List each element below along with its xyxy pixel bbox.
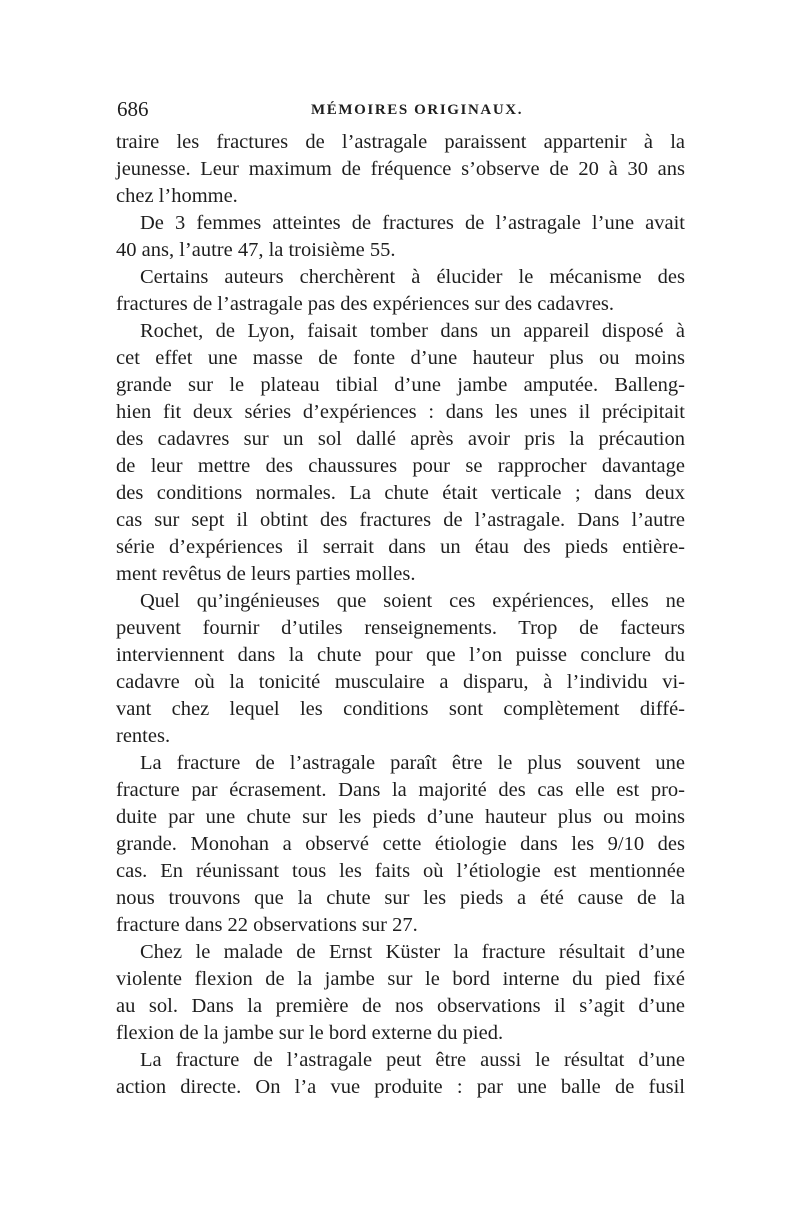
text-line: Rochet, de Lyon, faisait tomber dans un appareil disposé à <box>140 320 685 342</box>
text-line: hien fit deux séries d’expériences : dans les unes il précipitait <box>116 401 685 423</box>
text-line: cet effet une masse de fonte d’une hauteur plus ou moins <box>116 347 685 369</box>
text-line: jeunesse. Leur maximum de fréquence s’observe de 20 à 30 ans <box>116 158 685 180</box>
text-line: fractures de l’astragale pas des expériences sur des cadavres. <box>116 293 615 315</box>
text-line: traire les fractures de l’astragale paraissent appartenir à la <box>116 131 685 153</box>
text-line: Chez le malade de Ernst Küster la fracture résultait d’une <box>140 941 685 963</box>
text-line: De 3 femmes atteintes de fractures de l’astragale l’une avait <box>140 212 685 234</box>
text-line: action directe. On l’a vue produite : par une balle de fusil <box>116 1076 685 1098</box>
page-header <box>117 96 687 122</box>
text-line: série d’expériences il serrait dans un étau des pieds entière- <box>116 536 685 558</box>
text-line: de leur mettre des chaussures pour se rapprocher davantage <box>116 455 685 477</box>
text-line: 40 ans, l’autre 47, la troisième 55. <box>116 239 396 261</box>
text-line: des cadavres sur un sol dallé après avoir pris la précaution <box>116 428 685 450</box>
text-line: cadavre où la tonicité musculaire a disparu, à l’individu vi- <box>116 671 685 693</box>
text-line: des conditions normales. La chute était verticale ; dans deux <box>116 482 685 504</box>
text-line: cas. En réunissant tous les faits où l’étiologie est mentionnée <box>116 860 685 882</box>
text-line: ment revêtus de leurs parties molles. <box>116 563 416 585</box>
text-line: vant chez lequel les conditions sont complètement diffé- <box>116 698 685 720</box>
text-line: nous trouvons que la chute sur les pieds a été cause de la <box>116 887 685 909</box>
text-line: cas sur sept il obtint des fractures de l’astragale. Dans l’autre <box>116 509 685 531</box>
text-line: fracture dans 22 observations sur 27. <box>116 914 418 936</box>
text-line: Certains auteurs cherchèrent à élucider le mécanisme des <box>140 266 685 288</box>
text-line: fracture par écrasement. Dans la majorité des cas elle est pro- <box>116 779 685 801</box>
text-line: Quel qu’ingénieuses que soient ces expériences, elles ne <box>140 590 685 612</box>
text-line: violente flexion de la jambe sur le bord interne du pied fixé <box>116 968 685 990</box>
text-line: duite par une chute sur les pieds d’une hauteur plus ou moins <box>116 806 685 828</box>
running-title: MÉMOIRES ORIGINAUX. <box>311 102 524 118</box>
body-text <box>116 129 685 1101</box>
text-line: grande. Monohan a observé cette étiologie dans les 9/10 des <box>116 833 685 855</box>
text-line: rentes. <box>116 725 171 747</box>
text-line: La fracture de l’astragale peut être aussi le résultat d’une <box>140 1049 685 1071</box>
text-line: grande sur le plateau tibial d’une jambe amputée. Balleng- <box>116 374 685 396</box>
text-line: au sol. Dans la première de nos observations il s’agit d’une <box>116 995 685 1017</box>
text-line: chez l’homme. <box>116 185 238 207</box>
text-line: La fracture de l’astragale paraît être le plus souvent une <box>140 752 685 774</box>
text-line: peuvent fournir d’utiles renseignements. Trop de facteurs <box>116 617 685 639</box>
page-number: 686 <box>117 97 149 121</box>
text-line: interviennent dans la chute pour que l’on puisse conclure du <box>116 644 685 666</box>
text-line: flexion de la jambe sur le bord externe du pied. <box>116 1022 504 1044</box>
